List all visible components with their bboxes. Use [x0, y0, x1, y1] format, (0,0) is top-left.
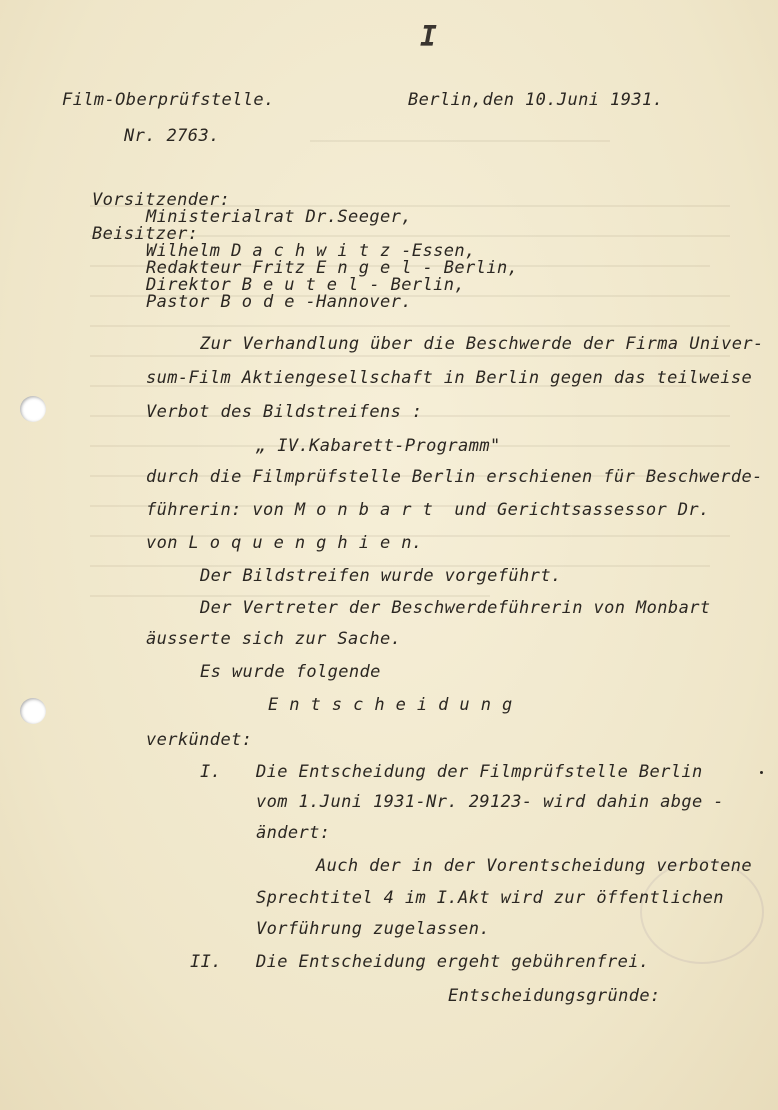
ruling-1-numeral: I.: [200, 762, 222, 782]
body-line-10: Es wurde folgende: [200, 662, 381, 682]
ruling-1-line-2: vom 1.Juni 1931-Nr. 29123- wird dahin abge -: [256, 792, 724, 812]
office-heading: Film-Oberprüfstelle.: [62, 90, 275, 110]
body-line-6: von L o q u e n g h i e n.: [146, 533, 423, 553]
ruling-2-line-1: Die Entscheidung ergeht gebührenfrei.: [256, 952, 650, 972]
assessor-3: Direktor B e u t e l - Berlin,: [146, 275, 466, 295]
assessor-4: Pastor B o d e -Hannover.: [146, 292, 412, 312]
place-date: Berlin,den 10.Juni 1931.: [408, 90, 664, 110]
body-line-3: Verbot des Bildstreifens :: [146, 402, 423, 422]
announced-label: verkündet:: [146, 730, 253, 750]
body-line-2: sum-Film Aktiengesellschaft in Berlin gegen das teilweise: [146, 368, 753, 388]
chair-label: Vorsitzender:: [92, 190, 231, 210]
body-line-1: Zur Verhandlung über die Beschwerde der Firma Univer-: [200, 334, 764, 354]
ruling-1-sub-1: Auch der in der Vorentscheidung verbotene: [316, 856, 753, 876]
ruling-1-line-1: Die Entscheidung der Filmprüfstelle Berlin: [256, 762, 703, 782]
ruling-2-numeral: II.: [190, 952, 222, 972]
ruling-1-sub-3: Vorführung zugelassen.: [256, 919, 490, 939]
reasons-heading: Entscheidungsgründe:: [448, 986, 661, 1006]
body-line-5: führerin: von M o n b a r t und Gerichtsassessor Dr.: [146, 500, 710, 520]
ruling-1-line-3: ändert:: [256, 823, 331, 843]
ink-dot: [760, 771, 763, 774]
body-line-9: äusserte sich zur Sache.: [146, 629, 402, 649]
chair-name: Ministerialrat Dr.Seeger,: [146, 207, 412, 227]
assessor-2: Redakteur Fritz E n g e l - Berlin,: [146, 258, 519, 278]
page-marker: I: [420, 20, 438, 53]
assessor-1: Wilhelm D a c h w i t z -Essen,: [146, 241, 476, 261]
reference-number: Nr. 2763.: [124, 126, 220, 146]
punch-hole-top: [20, 396, 46, 422]
assessors-label: Beisitzer:: [92, 224, 199, 244]
ruling-1-sub-2: Sprechtitel 4 im I.Akt wird zur öffentlichen: [256, 888, 724, 908]
decision-heading: E n t s c h e i d u n g: [268, 695, 513, 715]
punch-hole-bottom: [20, 698, 46, 724]
body-line-7: Der Bildstreifen wurde vorgeführt.: [200, 566, 562, 586]
film-title: „ IV.Kabarett-Programm": [256, 436, 501, 456]
body-line-4: durch die Filmprüfstelle Berlin erschienen für Beschwerde-: [146, 467, 763, 487]
body-line-8: Der Vertreter der Beschwerdeführerin von Monbart: [200, 598, 711, 618]
